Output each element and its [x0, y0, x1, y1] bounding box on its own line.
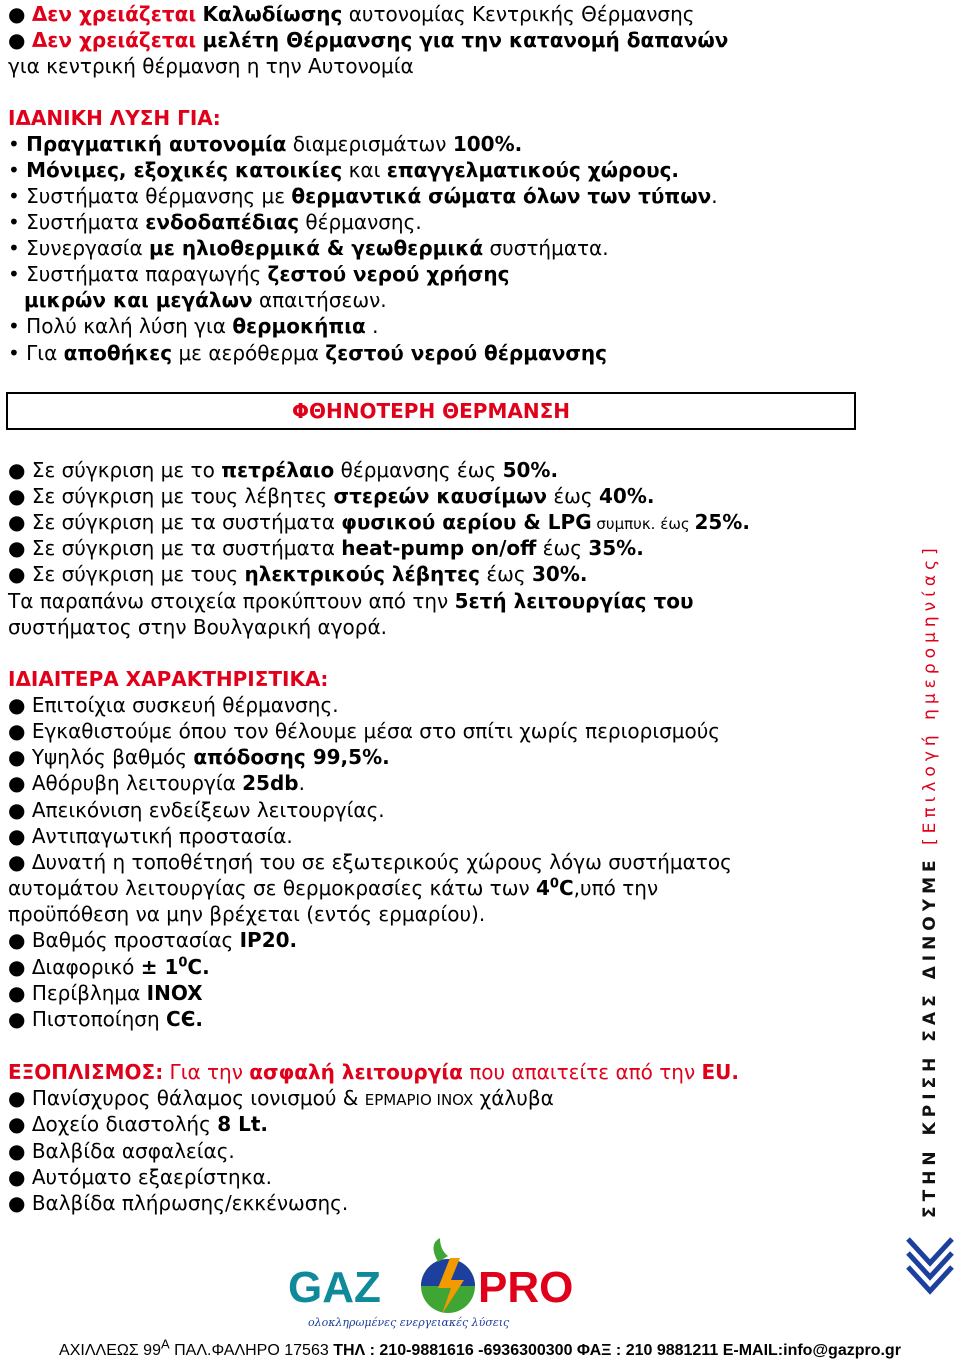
source-line-1: [8, 588, 693, 614]
text: Βαλβίδα ασφαλείας.: [31, 1139, 235, 1163]
emphasis: ζεστού νερού θέρμανσης: [325, 341, 607, 365]
emphasis: 40%.: [598, 484, 655, 508]
text: Σε σύγκριση με τα συστήματα: [31, 510, 342, 534]
emphasis: 50%.: [502, 458, 559, 482]
emphasis: φυσικού αερίου & LPG: [341, 510, 592, 534]
feature-item: [8, 744, 390, 770]
equipment-item: [8, 1190, 348, 1216]
bullet: ●: [8, 850, 26, 874]
small-text: ΕΡΜΑΡΙΟ INOX: [364, 1091, 474, 1109]
emphasis: CЄ.: [166, 1007, 203, 1031]
text: Αθόρυβη λειτουργία: [31, 771, 243, 795]
emphasis: επαγγελματικούς χώρους.: [386, 158, 680, 182]
text: Δυνατή η τοποθέτησή του σε εξωτερικούς χώρους λόγω συστήματος: [31, 850, 732, 874]
text: διαμερισμάτων: [286, 132, 453, 156]
bullet: ●: [8, 1007, 26, 1031]
emphasis: με ηλιοθερμικά & γεωθερμικά: [149, 236, 484, 260]
bullet: ●: [8, 2, 26, 26]
emphasis: ηλεκτρικούς λέβητες: [244, 562, 480, 586]
bullet: •: [8, 132, 20, 156]
text: Αυτόματο εξαερίστηκα.: [31, 1165, 273, 1189]
text: Βαλβίδα πλήρωσης/εκκένωσης.: [31, 1191, 349, 1215]
emphasis: 100%.: [452, 132, 523, 156]
comparison-item: [8, 535, 644, 561]
bullet: ●: [8, 536, 26, 560]
text: Σε σύγκριση με τα συστήματα: [31, 536, 342, 560]
comparison-item: [8, 483, 654, 509]
ideal-item: [8, 340, 607, 366]
text: έως: [546, 484, 599, 508]
bullet: ●: [8, 1086, 26, 1110]
emphasis: 30%.: [532, 562, 588, 586]
feature-continued: προϋπόθεση να μην βρέχεται (εντός ερμαρίου).: [8, 902, 486, 926]
sidebar-date-placeholder: [Επιλογή ημερομηνίας]: [920, 543, 940, 856]
text: χάλυβα: [473, 1086, 554, 1110]
text: Για: [26, 341, 64, 365]
gazpro-logo: [288, 1238, 610, 1334]
text: Δοχείο διαστολής: [31, 1112, 218, 1136]
ideal-item: [8, 183, 718, 209]
bullet: ●: [8, 719, 26, 743]
bullet: ●: [8, 458, 26, 482]
bullet: •: [8, 314, 20, 338]
text: έως: [479, 562, 532, 586]
ideal-item: [8, 313, 378, 339]
logo-tagline: ολοκληρωμένες ενεργειακές λύσεις: [308, 1316, 510, 1329]
text: Εγκαθιστούμε όπου τον θέλουμε μέσα στο σπίτι χωρίς περιορισμούς: [31, 719, 721, 743]
bullet: •: [8, 262, 20, 286]
text: συστήματα.: [483, 236, 609, 260]
text: και: [342, 158, 387, 182]
text: Σε σύγκριση με τους λέβητες: [31, 484, 334, 508]
features-heading: ΙΔΙΑΙΤΕΡΑ ΧΑΡΑΚΤΗΡΙΣΤΙΚΑ:: [8, 667, 329, 691]
comparison-item: [8, 457, 558, 483]
text-red: που απαιτείτε από την: [462, 1060, 702, 1084]
text: θέρμανσης έως: [334, 458, 503, 482]
text: Υψηλός βαθμός: [31, 745, 194, 769]
bullet: •: [8, 158, 20, 182]
bullet: •: [8, 210, 20, 234]
bullet: ●: [8, 510, 26, 534]
emphasis: 25db: [242, 771, 299, 795]
bullet: ●: [8, 1139, 26, 1163]
text: Πιστοποίηση: [31, 1007, 167, 1031]
ideal-item: [8, 261, 509, 287]
bullet: ●: [8, 745, 26, 769]
text: Συνεργασία: [26, 236, 150, 260]
bullet: ●: [8, 824, 26, 848]
feature-item: [8, 823, 293, 849]
bullet: ●: [8, 771, 26, 795]
ideal-heading: ΙΔΑΝΙΚΗ ΛΥΣΗ ΓΙΑ:: [8, 106, 221, 130]
emphasis: ζεστού νερού χρήσης: [267, 262, 510, 286]
feature-item: [8, 849, 732, 875]
emphasis: 5ετή λειτουργίας του: [454, 589, 694, 613]
emphasis: θερμαντικά σώματα όλων των τύπων: [291, 184, 712, 208]
emphasis: ± 1: [140, 955, 179, 979]
text: αυτομάτου λειτουργίας σε θερμοκρασίες κάτω των: [8, 876, 536, 900]
text: Απεικόνιση ενδείξεων λειτουργίας.: [31, 798, 385, 822]
bullet: ●: [8, 928, 26, 952]
ideal-item: [8, 131, 522, 157]
cheaper-heating-box: [6, 392, 856, 430]
emphasis-red: EU.: [701, 1060, 740, 1084]
feature-item: [8, 1006, 203, 1032]
emphasis: 8 Lt.: [217, 1112, 268, 1136]
text: Συστήματα παραγωγής: [26, 262, 268, 286]
emphasis: 35%.: [588, 536, 644, 560]
emphasis: ενδοδαπέδιας: [145, 210, 300, 234]
emphasis: 4: [536, 876, 550, 900]
text: Επιτοίχια συσκευή θέρμανσης.: [31, 693, 339, 717]
superscript: Α: [160, 1336, 170, 1352]
cheaper-heating-title: ΦΘΗΝΟΤΕΡΗ ΘΕΡΜΑΝΣΗ: [292, 399, 570, 423]
text: Συστήματα θέρμανσης με: [26, 184, 292, 208]
text: Σε σύγκριση με τους: [31, 562, 245, 586]
bullet: ●: [8, 1112, 26, 1136]
source-line-2: συστήματος στην Βουλγαρική αγορά.: [8, 615, 388, 639]
emphasis: Μόνιμες, εξοχικές κατοικίες: [26, 158, 343, 182]
text: θέρμανσης.: [299, 210, 422, 234]
ideal-item: [8, 157, 679, 183]
equipment-heading: [8, 1059, 739, 1085]
emphasis: 25%.: [694, 510, 750, 534]
footer-address: ΑΧΙΛΛΕΩΣ 99: [59, 1342, 161, 1359]
equipment-item: [8, 1085, 554, 1113]
emphasis: heat-pump on/off: [341, 536, 537, 560]
footer-contact: [0, 1336, 960, 1362]
feature-continued: [8, 875, 658, 901]
ideal-item-continued: [24, 287, 387, 313]
equipment-item: [8, 1138, 235, 1164]
bullet: ●: [8, 1191, 26, 1215]
emphasis: πετρέλαιο: [221, 458, 335, 482]
feature-item: [8, 927, 297, 953]
chevron-down-icon: [904, 1233, 956, 1297]
text: Σε σύγκριση με το: [31, 458, 222, 482]
bullet: ●: [8, 28, 26, 52]
emphasis: θερμοκήπια: [232, 314, 366, 338]
text: Βαθμός προστασίας: [31, 928, 240, 952]
superscript: 0: [178, 955, 188, 971]
feature-item: ● Αθόρυβη λειτουργία 25db.: [8, 771, 305, 795]
footer-city: ΠΑΛ.ΦΑΛΗΡΟ 17563: [169, 1342, 334, 1359]
bullet: •: [8, 341, 20, 365]
emphasis: INOX: [146, 981, 203, 1005]
emphasis-red: Δεν χρειάζεται: [31, 2, 197, 26]
text: Αντιπαγωτική προστασία.: [31, 824, 293, 848]
emphasis: Πραγματική αυτονομία: [26, 132, 287, 156]
text: ,υπό την: [573, 876, 659, 900]
comparison-item: [8, 561, 587, 587]
feature-item: [8, 692, 339, 718]
bullet: ●: [8, 798, 26, 822]
top-line-2: [8, 27, 728, 53]
text: Τα παραπάνω στοιχεία προκύπτουν από την: [8, 589, 455, 613]
emphasis: μελέτη Θέρμανσης για την κατανομή δαπανών: [202, 28, 729, 52]
emphasis-red: Δεν χρειάζεται: [31, 28, 197, 52]
emphasis: στερεών καυσίμων: [333, 484, 547, 508]
bullet: ●: [8, 955, 26, 979]
logo-globe-icon: [421, 1238, 475, 1314]
bullet: •: [8, 184, 20, 208]
emphasis: απόδοσης 99,5%.: [193, 745, 390, 769]
logo-gaz: GAZ: [288, 1263, 381, 1312]
feature-item: [8, 954, 210, 980]
feature-item: [8, 797, 385, 823]
bullet: ●: [8, 562, 26, 586]
text: Περίβλημα: [31, 981, 147, 1005]
equipment-item: [8, 1164, 272, 1190]
footer-phones-email: ΤΗΛ : 210-9881616 -6936300300 ΦΑΞ : 210 9881211 E-MAIL:info@gazpro.gr: [333, 1342, 901, 1359]
text: Συστήματα: [26, 210, 146, 234]
emphasis: μικρών και μεγάλων: [24, 288, 253, 312]
text: .: [365, 314, 379, 338]
text: αυτονομίας Κεντρικής Θέρμανσης: [342, 2, 695, 26]
bullet: ●: [8, 981, 26, 1005]
bullet: ●: [8, 693, 26, 717]
text: απαιτήσεων.: [252, 288, 387, 312]
emphasis: αποθήκες: [63, 341, 173, 365]
text: Πολύ καλή λύση για: [26, 314, 233, 338]
text: Πανίσχυρος θάλαμος ιονισμού &: [31, 1086, 365, 1110]
text: έως: [536, 536, 589, 560]
emphasis: C.: [187, 955, 210, 979]
emphasis: IP20.: [239, 928, 298, 952]
text: .: [711, 184, 718, 208]
feature-item: [8, 980, 203, 1006]
emphasis-red: ΕΞΟΠΛΙΣΜΟΣ:: [8, 1060, 164, 1084]
emphasis: Καλωδίωσης: [202, 2, 343, 26]
emphasis: C: [558, 876, 574, 900]
small-text: συμπυκ. έως: [591, 515, 695, 533]
bullet: ●: [8, 484, 26, 508]
top-line-1: [8, 1, 695, 27]
superscript: 0: [549, 876, 559, 892]
text: με αερόθερμα: [172, 341, 326, 365]
sidebar-vertical-text: [920, 488, 948, 1218]
feature-item: [8, 718, 720, 744]
bullet: •: [8, 236, 20, 260]
text: Διαφορικό: [31, 955, 141, 979]
emphasis-red: ασφαλή λειτουργία: [249, 1060, 463, 1084]
top-line-3: για κεντρική θέρμανση η την Αυτονομία: [8, 54, 414, 78]
ideal-item: [8, 235, 609, 261]
equipment-item: [8, 1111, 268, 1137]
logo-pro: PRO: [478, 1263, 574, 1312]
comparison-item: [8, 509, 750, 537]
text-red: Για την: [163, 1060, 250, 1084]
sidebar-slogan: ΣΤΗΝ ΚΡΙΣΗ ΣΑΣ ΔΙΝΟΥΜΕ: [920, 855, 940, 1218]
bullet: ●: [8, 1165, 26, 1189]
ideal-item: [8, 209, 422, 235]
